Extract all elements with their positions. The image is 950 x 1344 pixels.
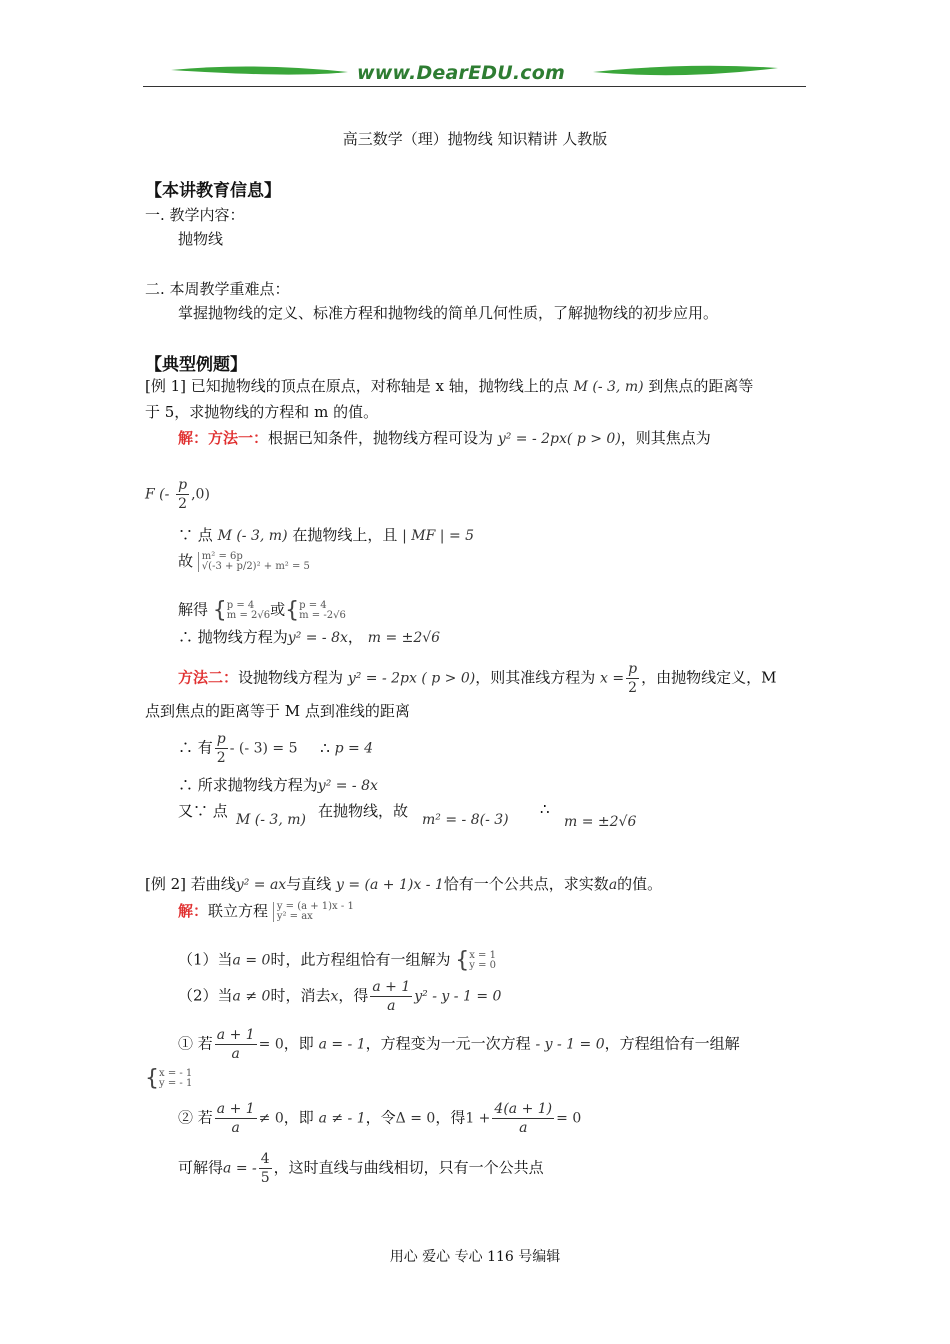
c2-fraction: $\frac{a + 1}{a}$ (216, 1101, 255, 1136)
ex2-text-c: 恰有一个公共点，求实数 (443, 875, 609, 893)
case1-equation: a = 0 (232, 952, 271, 969)
info-item-2: 二. 本周教学重难点： (145, 280, 290, 298)
youyin-equation: m² = - 8(- 3) (422, 812, 509, 828)
you-line (178, 730, 373, 767)
info-item-1-body: 抛物线 (178, 230, 224, 248)
c2-delta: Δ = 0 (395, 1110, 436, 1127)
jiede-text: 解得 (178, 600, 209, 619)
method2-mid: ，则其准线方程为 (475, 668, 596, 687)
suoqiu-equation: y² = - 8x (317, 778, 378, 794)
ex1-point: M (- 3, m) (573, 379, 644, 395)
ex2-curve: y² = ax (235, 877, 287, 893)
ex2-text-a: [例 2] 若曲线 (145, 875, 236, 893)
therefore1-text: ∴ 抛物线方程为 (178, 628, 288, 646)
solution-b (299, 601, 346, 621)
case2-result: y² - y - 1 = 0 (414, 988, 502, 1005)
gu-system-eq2: √(-3 + p/2)² + m² = 5 (201, 561, 310, 572)
you-equation: - (- 3) = 5 (229, 740, 298, 757)
case1-text-b: 时，此方程组恰有一组解为 (270, 950, 451, 969)
kejie-equation: a = - (223, 1160, 257, 1177)
youyin-therefore: ∴ (540, 800, 550, 818)
youyin-line (178, 800, 228, 821)
c2-one: 1 + (465, 1110, 491, 1127)
case2-text: （2）当 (178, 986, 233, 1005)
focus-a: F (- (145, 486, 170, 503)
ex2-text-d: 的值。 (617, 875, 663, 893)
gu-system-eq1: m² = 6p (201, 551, 243, 562)
kejie-text-b: ，这时直线与曲线相切，只有一个公共点 (273, 1158, 544, 1177)
youyin-text: 又∵ 点 (178, 802, 228, 820)
brace-icon: { (145, 1066, 159, 1091)
therefore-line-1 (178, 626, 440, 647)
method2-line (178, 660, 776, 697)
info-item-2-body: 掌握抛物线的定义、标准方程和抛物线的简单几何性质，了解抛物线的初步应用。 (178, 304, 719, 322)
c1-solution (159, 1069, 192, 1089)
c1-text-e: ，方程组恰有一组解 (604, 1034, 740, 1053)
page-title: 高三数学（理）抛物线 知识精讲 人教版 (342, 130, 608, 148)
you-fraction: $\frac{p}{2}$ (216, 731, 226, 766)
method2-fraction: $\frac{p}{2}$ (628, 661, 638, 696)
header-rule (143, 86, 806, 87)
method2-text: 设抛物线方程为 (238, 668, 344, 687)
therefore1-equation: y² = - 8x (287, 630, 348, 646)
c1-text-c: ，即 (283, 1034, 314, 1053)
case1-line (178, 948, 496, 973)
case2-x: x (330, 988, 339, 1005)
therefore1-sep: ， (347, 628, 363, 646)
focus-expression (145, 476, 210, 513)
ex2-text-b: 与直线 (286, 875, 332, 893)
ex1-line-2: 于 5，求抛物线的方程和 m 的值。 (145, 403, 379, 421)
solution-b-eq2: m = -2√6 (299, 609, 346, 621)
youyin-text-b: 在抛物线，故 (318, 802, 409, 820)
or-text: 或 (270, 600, 286, 619)
suoqiu-text: ∴ 所求抛物线方程为 (178, 776, 318, 794)
c2-text-e: ，得 (435, 1108, 466, 1127)
ex2-solution-line (178, 900, 354, 922)
because-text-b: 在抛物线上，且 (292, 526, 398, 544)
case2-text-b: 时，消去 (270, 986, 331, 1005)
ex1-text-a: [例 1] 已知抛物线的顶点在原点，对称轴是 x 轴，抛物线上的点 (145, 377, 569, 395)
case1-solution-eq1: x = 1 (469, 949, 496, 961)
c2-eq-zero: = 0 (556, 1110, 582, 1127)
focus-b: ,0) (191, 486, 210, 503)
c1-fraction: $\frac{a + 1}{a}$ (216, 1027, 255, 1062)
c2-neq-zero: ≠ 0 (258, 1110, 284, 1127)
method2-line-2: 点到焦点的距离等于 M 点到准线的距离 (145, 702, 410, 720)
ex2-lianli: 联立方程 (208, 902, 269, 920)
method2-x: x = (600, 670, 625, 687)
solution-a-eq2: m = 2√6 (226, 609, 271, 621)
c1-linear-equation: - y - 1 = 0 (535, 1036, 605, 1053)
c1-line (178, 1026, 740, 1063)
method1-tail: ，则其焦点为 (620, 429, 711, 447)
c2-text: ② 若 (178, 1108, 213, 1127)
solution-a-eq1: p = 4 (226, 599, 255, 611)
ex2-system-eq1: y = (a + 1)x - 1 (276, 901, 354, 912)
c1-solution-eq1: x = - 1 (159, 1067, 193, 1079)
c2-line (178, 1100, 581, 1137)
jiede-line (178, 598, 346, 623)
c2-text-c: ，即 (283, 1108, 314, 1127)
case2-fraction: $\frac{a + 1}{a}$ (372, 979, 411, 1014)
because-equation: | MF | = 5 (402, 528, 475, 544)
section-heading-examples: 【典型例题】 (145, 355, 247, 375)
ex2-line-1 (145, 873, 662, 894)
c1-solution-eq2: y = - 1 (159, 1077, 193, 1089)
you-result: p = 4 (334, 740, 374, 757)
site-logo (143, 58, 806, 88)
c2-text-d: ，令 (365, 1108, 396, 1127)
brace-icon: { (212, 598, 227, 623)
case2-equation: a ≠ 0 (232, 988, 271, 1005)
you-therefore: ∴ (320, 738, 330, 757)
case1-text: （1）当 (178, 950, 233, 969)
method2-equation: y² = - 2px ( p > 0) (347, 670, 476, 687)
c1-text-d: ，方程变为一元一次方程 (365, 1034, 531, 1053)
case1-solution-eq2: y = 0 (469, 959, 496, 971)
c1-solution-line (145, 1066, 192, 1091)
ex2-system-eq2: y² = ax (276, 911, 313, 922)
gu-line (178, 550, 310, 572)
case2-text-c: ，得 (338, 986, 369, 1005)
method1-label: 解：方法一： (178, 429, 269, 447)
c1-equation: a = - 1 (318, 1036, 366, 1053)
youyin-m-value: m = ±2√6 (564, 814, 637, 830)
because-line (178, 524, 474, 545)
gu-text: 故 (178, 552, 194, 570)
page-footer: 用心 爱心 专心 116 号编辑 (389, 1249, 561, 1265)
you-text: ∴ 有 (178, 738, 213, 757)
c1-eq-zero: = 0 (258, 1036, 284, 1053)
kejie-line (178, 1150, 544, 1187)
solution-a (227, 601, 270, 621)
method2-label: 方法二： (178, 668, 239, 687)
ex2-system (273, 902, 354, 922)
case2-line (178, 978, 501, 1015)
kejie-fraction: $\frac{4}{5}$ (260, 1151, 270, 1186)
logo-text: www.DearEDU.com (357, 62, 566, 84)
info-item-1: 一. 教学内容： (145, 206, 245, 224)
solution-b-eq1: p = 4 (299, 599, 327, 611)
ex2-line-equation: y = (a + 1)x - 1 (336, 877, 444, 893)
c2-equation: a ≠ - 1 (318, 1110, 366, 1127)
section-heading-info: 【本讲教育信息】 (145, 181, 281, 201)
because-text-a: ∵ 点 (178, 526, 213, 544)
method1-equation: y² = - 2px( p > 0) (497, 431, 621, 447)
suoqiu-line (178, 774, 378, 795)
gu-system (198, 552, 310, 572)
kejie-text: 可解得 (178, 1158, 224, 1177)
method2-tail: ，由抛物线定义，M (641, 668, 777, 687)
c1-text: ① 若 (178, 1034, 213, 1053)
ex2-solution-label: 解： (178, 902, 209, 920)
ex2-var-a: a (608, 877, 618, 893)
brace-icon: { (455, 948, 470, 973)
brace-icon: { (285, 598, 300, 623)
youyin-point: M (- 3, m) (236, 812, 306, 828)
ex1-method1 (178, 427, 711, 448)
c2-fraction-2: $\frac{4(a + 1)}{a}$ (494, 1101, 553, 1136)
ex1-text-b: 到焦点的距离等 (648, 377, 754, 395)
because-point: M (- 3, m) (217, 528, 288, 544)
focus-fraction: $\frac{p}{2}$ (178, 477, 188, 512)
case1-solution (469, 951, 496, 971)
ex1-line-1 (145, 375, 753, 396)
method1-text: 根据已知条件，抛物线方程可设为 (268, 429, 494, 447)
therefore1-m-value: m = ±2√6 (367, 630, 441, 646)
